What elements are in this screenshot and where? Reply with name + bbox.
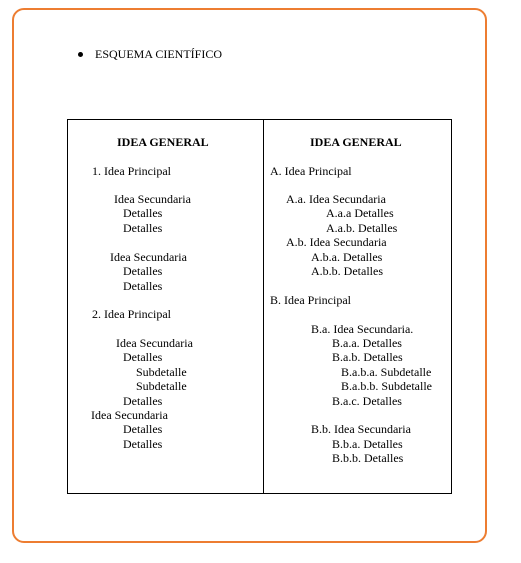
right-line-13: B.a.b.b. Subdetalle (341, 379, 432, 393)
left-line-2: Idea Secundaria (114, 192, 191, 206)
left-line-13: Detalles (123, 394, 163, 408)
right-line-1: A. Idea Principal (270, 164, 352, 178)
left-line-12: Subdetalle (136, 379, 187, 393)
right-line-10: B.a.a. Detalles (332, 336, 402, 350)
right-line-2: A.a. Idea Secundaria (286, 192, 386, 206)
left-line-11: Subdetalle (136, 365, 187, 379)
left-line-4: Detalles (123, 221, 163, 235)
right-line-5: A.b. Idea Secundaria (286, 235, 387, 249)
right-column-header: IDEA GENERAL (310, 135, 402, 149)
right-line-17: B.b.b. Detalles (332, 451, 404, 465)
right-line-3: A.a.a Detalles (326, 206, 394, 220)
left-line-7: Detalles (123, 279, 163, 293)
left-line-3: Detalles (123, 206, 163, 220)
left-line-9: Idea Secundaria (116, 336, 193, 350)
left-column-header: IDEA GENERAL (117, 135, 209, 149)
column-divider (263, 119, 264, 494)
right-line-14: B.a.c. Detalles (332, 394, 402, 408)
left-line-16: Detalles (123, 437, 163, 451)
bullet-icon (78, 52, 83, 57)
left-line-10: Detalles (123, 350, 163, 364)
left-line-14: Idea Secundaria (91, 408, 168, 422)
right-line-6: A.b.a. Detalles (311, 250, 383, 264)
heading-text: ESQUEMA CIENTÍFICO (95, 47, 223, 61)
left-line-15: Detalles (123, 422, 163, 436)
right-line-9: B.a. Idea Secundaria. (311, 322, 414, 336)
right-line-8: B. Idea Principal (270, 293, 351, 307)
left-line-5: Idea Secundaria (110, 250, 187, 264)
right-line-7: A.b.b. Detalles (311, 264, 383, 278)
left-line-6: Detalles (123, 264, 163, 278)
right-line-15: B.b. Idea Secundaria (311, 422, 411, 436)
right-line-4: A.a.b. Detalles (326, 221, 398, 235)
heading-bullet-item (78, 46, 222, 62)
left-line-8: 2. Idea Principal (92, 307, 171, 321)
right-line-16: B.b.a. Detalles (332, 437, 403, 451)
left-line-1: 1. Idea Principal (92, 164, 171, 178)
right-line-11: B.a.b. Detalles (332, 350, 403, 364)
right-line-12: B.a.b.a. Subdetalle (341, 365, 432, 379)
